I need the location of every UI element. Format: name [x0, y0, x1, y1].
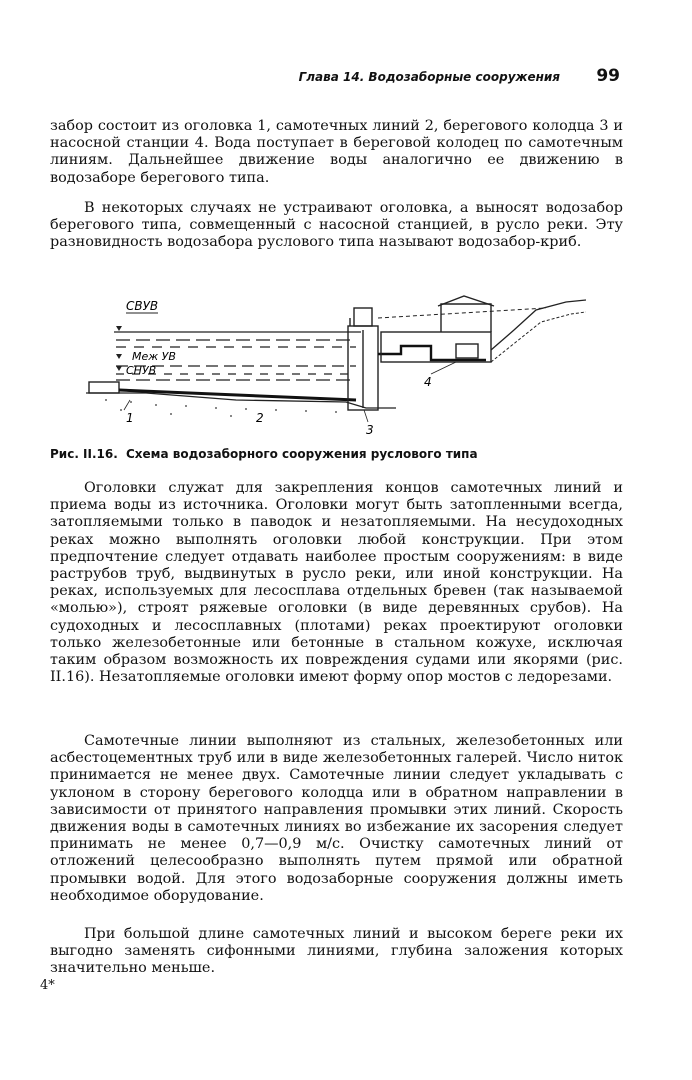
label-snuv: СНУВ: [126, 364, 157, 377]
leader-4: [431, 362, 456, 374]
label-4: 4: [424, 375, 432, 389]
running-title: Глава 14. Водозаборные сооружения: [298, 70, 560, 84]
figure-caption-number: Рис. II.16.: [50, 447, 118, 461]
bank-slope: [491, 300, 586, 350]
intake-scheme-figure: [86, 290, 586, 440]
shore-well: [348, 308, 378, 410]
paragraph-4: Самотечные линии выполняют из стальных, железобетонных или асбестоцементных труб или в виде железобетонных галерей. Число ниток принимается не менее двух. Самотечные линии следует укладывать с уклоном в сторону берегового колодца или в обратном направлении в зависимости от принятого направления промывки этих линий. Скорость движения воды в самотечных линиях во избежание их засорения следует принимать не менее 0,7—0,9 м/с. Очистку самотечных линий от отложений целесообразно выполнять путем прямой или обратной промывки водой. Для этого водозаборные сооружения должны иметь необходимое оборудование.: [50, 733, 623, 904]
intake-head: [89, 382, 119, 393]
label-3: 3: [366, 423, 374, 437]
paragraph-2: В некоторых случаях не устраивают оголовка, а выносят водозабор берегового типа, совмещенный с насосной станцией, в русло реки. Эту разновидность водозабора руслового типа называют водозабор-криб.: [50, 200, 623, 251]
paragraph-5: При большой длине самотечных линий и высоком береге реки их выгодно заменять сифонными линиями, глубина заложения которых значительно меньше.: [50, 926, 623, 977]
gravity-pipe: [119, 390, 356, 400]
figure-caption: [50, 447, 478, 461]
level-markers: [116, 326, 122, 371]
signature-mark: 4*: [40, 978, 55, 993]
page-number: 99: [596, 66, 620, 86]
figure-caption-text: Схема водозаборного сооружения руслового типа: [126, 447, 478, 461]
pressure-line: [378, 308, 546, 318]
label-2: 2: [256, 411, 264, 425]
page-header: [60, 66, 620, 90]
leader-3: [364, 410, 368, 422]
paragraph-3: Оголовки служат для закрепления концов самотечных линий и приема воды из источника. Оголовки могут быть затопленными всегда, затопляемыми только в паводок и незатопляемыми. На несудоходных реках можно выполнять оголовки любой конструкции. При этом предпочтение следует отдавать наиболее простым сооружениям: в виде раструбов труб, выдвинутых в русло реки, или иной конструкции. На реках, используемых для лесосплава отдельных бревен (так называемой «молью»), строят ряжевые оголовки (в виде деревянных срубов). На судоходных и лесосплавных (плотами) реках проектируют оголовки только железобетонные или бетонные в стальном кожухе, исключая таким образом возможность их повреждения судами или якорями (рис. II.16). Незатопляемые оголовки имеют форму опор мостов с ледорезами.: [50, 480, 623, 686]
intake-scheme-drawing: [86, 290, 586, 440]
label-1: 1: [126, 411, 134, 425]
pump-station: [381, 296, 494, 362]
paragraph-1: забор состоит из оголовка 1, самотечных линий 2, берегового колодца 3 и насосной станции 4. Вода поступает в береговой колодец по самотечным линиям. Дальнейшее движение воды аналогично ее движению в водозаборе берегового типа.: [50, 118, 623, 186]
label-mezh-uv: Меж УВ: [132, 350, 176, 363]
label-svuv: СВУВ: [126, 299, 159, 313]
leader-1: [124, 400, 130, 410]
